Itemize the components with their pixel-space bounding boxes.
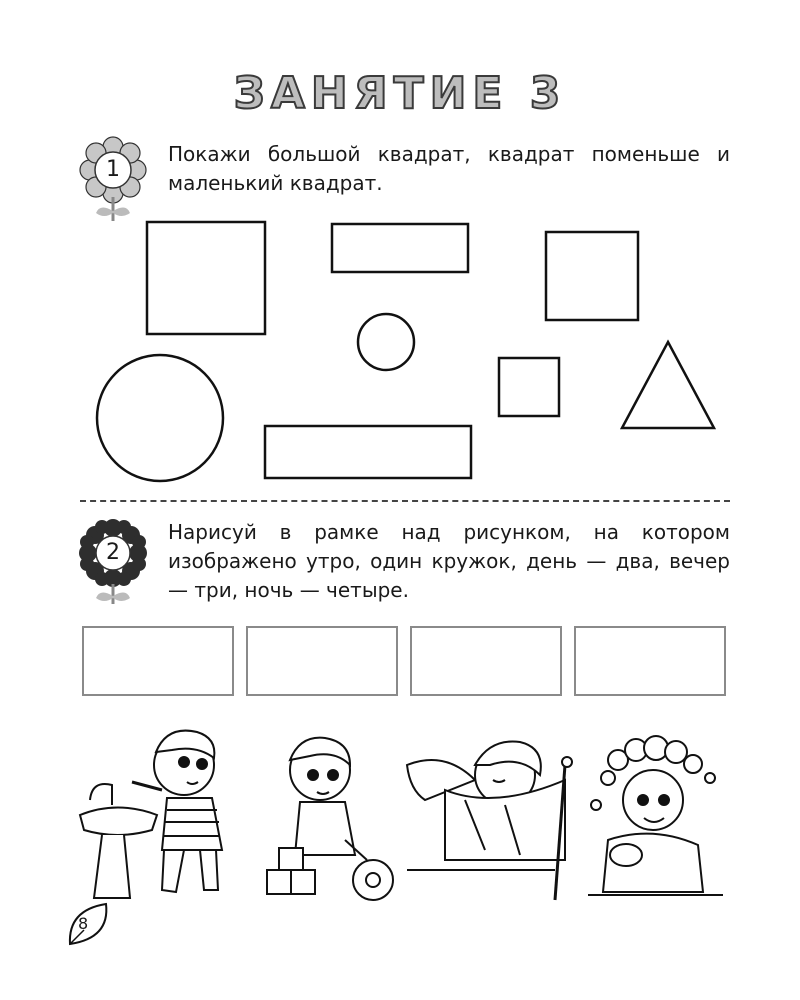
answer-frame-evening[interactable] — [410, 626, 562, 696]
answer-frame-night[interactable] — [574, 626, 726, 696]
rectangle-top — [332, 224, 468, 272]
answer-frame-day[interactable] — [246, 626, 398, 696]
medium-square — [546, 232, 638, 320]
scene-day-playing-blocks — [255, 720, 405, 905]
task2-number: 2 — [106, 540, 120, 565]
task1-number: 1 — [106, 157, 120, 182]
small-square — [499, 358, 559, 416]
page-number: 8 — [78, 914, 89, 933]
large-circle — [97, 355, 223, 481]
triangle — [622, 342, 714, 428]
small-circle — [358, 314, 414, 370]
leaf-icon — [64, 900, 114, 950]
page-number-badge — [64, 900, 114, 954]
dashed-divider — [80, 500, 730, 502]
lesson-title: ЗАНЯТИЕ 3 — [233, 68, 567, 119]
task2-text: Нарисуй в рамке над рисунком, на котором изображено утро, один кружок, день — два, вечер — три, ночь — четыре. — [168, 520, 730, 602]
rectangle-bottom — [265, 426, 471, 478]
large-square — [147, 222, 265, 334]
scene-night-sleeping — [405, 720, 580, 905]
scene-morning-brushing-teeth — [72, 720, 247, 905]
scene-evening-bathing — [578, 720, 733, 905]
task1-text: Покажи большой квадрат, квадрат поменьше и маленький квадрат. — [168, 142, 730, 195]
task2-flower-icon — [78, 518, 148, 608]
answer-frame-morning[interactable] — [82, 626, 234, 696]
